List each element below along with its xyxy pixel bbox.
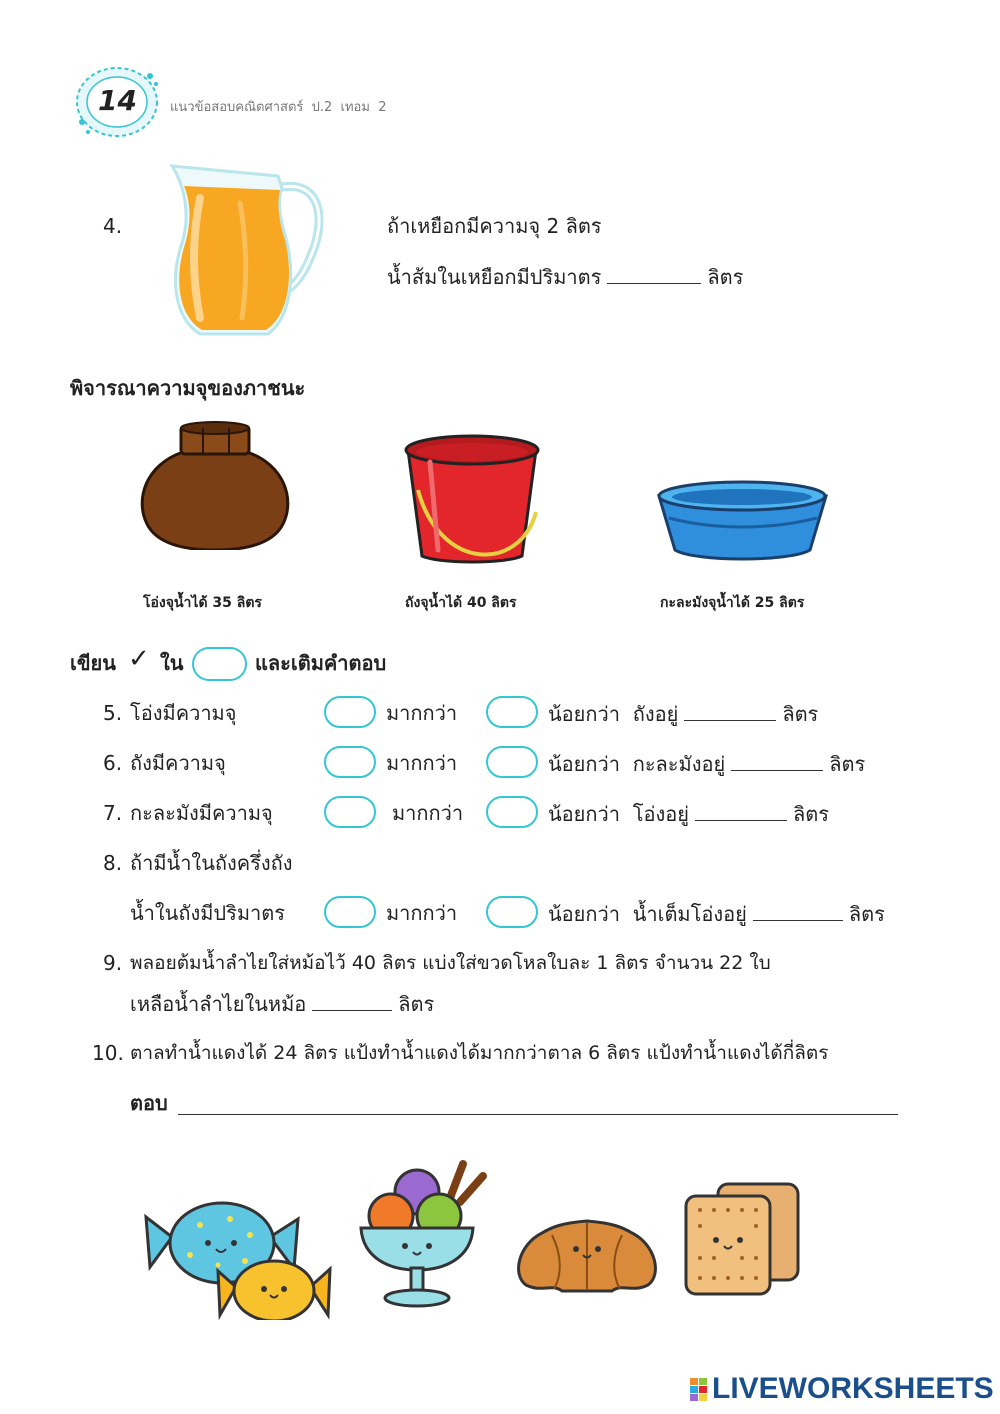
q7-less-checkbox[interactable] <box>486 796 538 828</box>
q4-text: น้ำส้มในเหยือกมีปริมาตร <box>387 265 602 289</box>
q5-unit: ลิตร <box>782 702 819 726</box>
q5-more-label: มากกว่า <box>386 701 458 725</box>
q7-text: กะละมังมีความจุ <box>130 801 273 825</box>
q4-line1: ถ้าเหยือกมีความจุ 2 ลิตร <box>387 214 602 238</box>
q10-answer-field[interactable] <box>178 1112 898 1115</box>
q4-number: 4. <box>103 214 123 238</box>
q5-answer-blank[interactable] <box>684 700 776 721</box>
q6-number: 6. <box>103 751 123 775</box>
q5-less-label: น้อยกว่า <box>548 702 620 726</box>
q8-less-checkbox[interactable] <box>486 896 538 928</box>
q5-less-checkbox[interactable] <box>486 696 538 728</box>
q6-less-label: น้อยกว่า <box>548 752 620 776</box>
check-icon: ✓ <box>128 644 150 674</box>
instruction-write: เขียน <box>70 651 116 675</box>
q8-answer-blank[interactable] <box>753 900 843 921</box>
q10-line1: ตาลทำน้ำแดงได้ 24 ลิตร แป้งทำน้ำแดงได้มากกว่าตาล 6 ลิตร แป้งทำน้ำแดงได้กี่ลิตร <box>130 1042 829 1064</box>
q8-text: น้ำในถังมีปริมาตร <box>130 901 285 925</box>
q8-more-checkbox[interactable] <box>324 896 376 928</box>
header-subtitle: แนวข้อสอบคณิตศาสตร์ ป.2 เทอม 2 <box>170 100 387 115</box>
q9-line1: พลอยต้มน้ำลำไยใส่หม้อไว้ 40 ลิตร แบ่งใส่ขวดโหลใบละ 1 ลิตร จำนวน 22 ใบ <box>130 952 771 974</box>
q9-line2 <box>130 990 434 1017</box>
ice-cream-image <box>355 1158 490 1313</box>
q5-number: 5. <box>103 701 123 725</box>
caption-basin: กะละมังจุน้ำได้ 25 ลิตร <box>660 595 805 611</box>
q7-more-label: มากกว่า <box>392 801 464 825</box>
q8-tail <box>548 900 885 927</box>
q8-less-label: น้อยกว่า <box>548 902 620 926</box>
q5-more-checkbox[interactable] <box>324 696 376 728</box>
q9-number: 9. <box>103 951 123 975</box>
q7-unit: ลิตร <box>792 802 829 826</box>
instruction-rest: และเติมคำตอบ <box>255 651 387 675</box>
bucket-image <box>400 432 545 564</box>
q5-tail-text: ถังอยู่ <box>632 702 679 726</box>
biscuit-image <box>680 1178 805 1298</box>
q8-tail-text: น้ำเต็มโอ่งอยู่ <box>632 902 747 926</box>
q5-text: โอ่งมีความจุ <box>130 701 237 725</box>
q6-less-checkbox[interactable] <box>486 746 538 778</box>
q6-tail <box>548 750 865 777</box>
q10-number: 10. <box>92 1041 124 1065</box>
juice-jug-image <box>160 158 325 338</box>
example-oval <box>192 647 247 681</box>
caption-jar: โอ่งจุน้ำได้ 35 ลิตร <box>143 595 262 611</box>
q6-more-checkbox[interactable] <box>324 746 376 778</box>
q6-unit: ลิตร <box>829 752 866 776</box>
q4-line2 <box>387 263 743 290</box>
q8-number: 8. <box>103 851 123 875</box>
q7-tail-text: โอ่งอยู่ <box>632 802 689 826</box>
q8-more-label: มากกว่า <box>386 901 458 925</box>
q6-tail-text: กะละมังอยู่ <box>632 752 726 776</box>
q6-answer-blank[interactable] <box>731 750 823 771</box>
basin-image <box>655 478 830 563</box>
jar-image <box>135 420 295 550</box>
q7-less-label: น้อยกว่า <box>548 802 620 826</box>
q7-number: 7. <box>103 801 123 825</box>
q4-unit: ลิตร <box>707 265 744 289</box>
q9-answer-blank[interactable] <box>312 990 392 1011</box>
q4-answer-blank[interactable] <box>607 263 701 284</box>
q8-line1: ถ้ามีน้ำในถังครึ่งถัง <box>130 851 293 875</box>
q6-more-label: มากกว่า <box>386 751 458 775</box>
q9-unit: ลิตร <box>398 992 435 1016</box>
croissant-image <box>512 1205 662 1305</box>
q10-answer-label: ตอบ <box>130 1091 168 1115</box>
q7-more-checkbox[interactable] <box>324 796 376 828</box>
section-title: พิจารณาความจุของภาชนะ <box>70 376 306 400</box>
candy-image <box>140 1195 335 1320</box>
q9-text: เหลือน้ำลำไยในหม้อ <box>130 992 307 1016</box>
q7-answer-blank[interactable] <box>695 800 787 821</box>
q7-tail <box>548 800 829 827</box>
q5-tail <box>548 700 818 727</box>
page-number: 14 <box>98 84 137 117</box>
liveworksheets-brand[interactable]: LIVEWORKSHEETS <box>712 1372 994 1405</box>
q6-text: ถังมีความจุ <box>130 751 226 775</box>
caption-bucket: ถังจุน้ำได้ 40 ลิตร <box>405 595 517 611</box>
q8-unit: ลิตร <box>848 902 885 926</box>
instruction-in: ใน <box>160 651 184 675</box>
